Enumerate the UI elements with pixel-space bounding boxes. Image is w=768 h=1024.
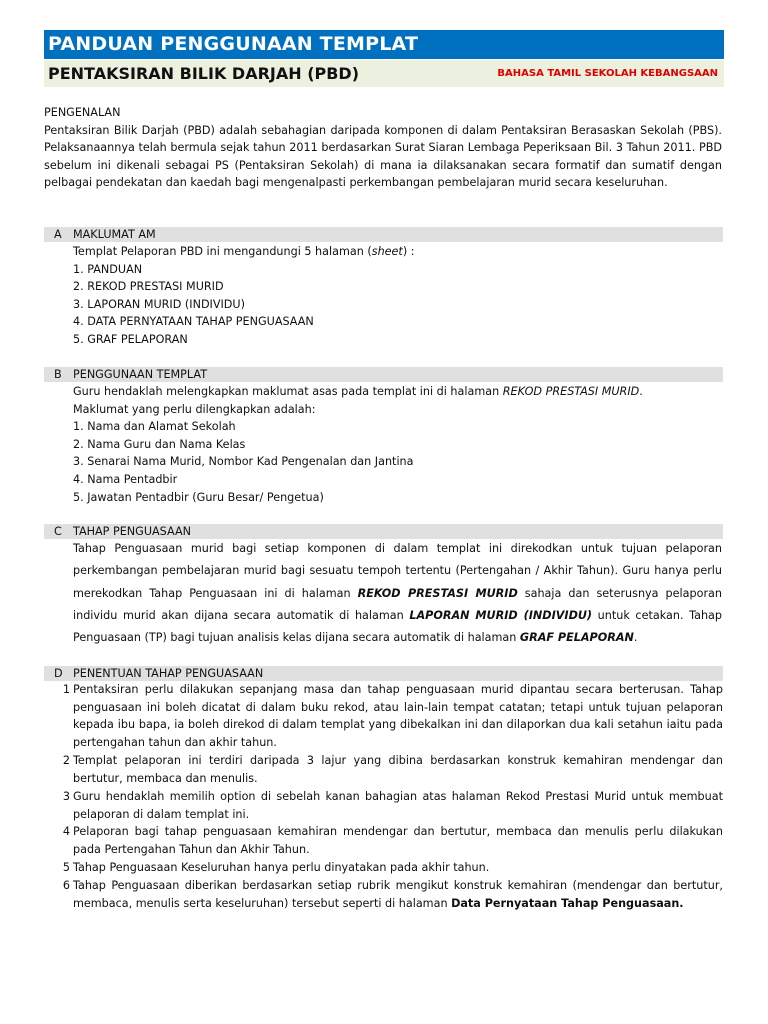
section-b-letter: B (54, 368, 62, 381)
list-item: 2. Nama Guru dan Nama Kelas (73, 437, 246, 451)
item-number: 3 (62, 790, 70, 803)
item-text: Pelaporan bagi tahap penguasaan kemahiran mendengar dan bertutur, membaca dan menulis perlu dilakukan pada Pertengahan Tahun dan Akhir Tahun. (73, 825, 723, 856)
subtitle-bar (44, 60, 724, 87)
section-b-body (73, 383, 723, 506)
list-item: 4. DATA PERNYATAAN TAHAP PENGUASAAN (73, 315, 314, 329)
item-text: Guru hendaklah memilih option di sebelah kanan bahagian atas halaman Rekod Prestasi Murid untuk membuat pelaporan di dalam templat ini. (73, 790, 723, 821)
list-item (44, 823, 723, 858)
section-a-letter: A (54, 228, 62, 241)
item-text: Templat pelaporan ini terdiri daripada 3 lajur yang dibina berdasarkan konstruk kemahiran mendengar dan bertutur, membaca dan menulis. (73, 754, 723, 785)
section-d-letter: D (54, 667, 63, 680)
list-item (44, 877, 723, 912)
section-c-title: TAHAP PENGUASAAN (73, 525, 191, 538)
list-item: 5. Jawatan Pentadbir (Guru Besar/ Pengetua) (73, 490, 324, 504)
subtitle: PENTAKSIRAN BILIK DARJAH (PBD) (48, 64, 360, 83)
list-item: 4. Nama Pentadbir (73, 472, 178, 486)
section-a-body (73, 243, 723, 349)
section-b-header (44, 367, 723, 382)
section-a-title: MAKLUMAT AM (73, 228, 156, 241)
list-item: 5. GRAF PELAPORAN (73, 332, 188, 346)
section-b-line2: Maklumat yang perlu dilengkapkan adalah: (73, 402, 316, 416)
item-number: 5 (62, 861, 70, 874)
intro-heading: PENGENALAN (44, 106, 121, 119)
list-item: 1. PANDUAN (73, 262, 143, 276)
item-text: Tahap Penguasaan Keseluruhan hanya perlu dinyatakan pada akhir tahun. (73, 861, 490, 874)
list-item (44, 788, 723, 823)
list-item (44, 859, 723, 877)
item-number: 6 (62, 879, 70, 892)
item-text: Tahap Penguasaan diberikan berdasarkan setiap rubrik mengikut konstruk kemahiran (mendengar dan bertutur, membaca, menulis serta keseluruhan) tersebut seperti di halaman Data Pernyataan Tahap Penguasaan. (73, 879, 723, 910)
section-a-intro: Templat Pelaporan PBD ini mengandungi 5 halaman (sheet) : (73, 245, 415, 258)
item-number: 2 (62, 754, 70, 767)
page-title: PANDUAN PENGGUNAAN TEMPLAT (44, 30, 724, 59)
list-item: 2. REKOD PRESTASI MURID (73, 280, 224, 294)
list-item: 1. Nama dan Alamat Sekolah (73, 420, 236, 434)
section-b-line1: Guru hendaklah melengkapkan maklumat asas pada templat ini di halaman REKOD PRESTASI MURID. (73, 385, 643, 398)
section-c-header (44, 524, 723, 539)
section-b-title: PENGGUNAAN TEMPLAT (73, 368, 208, 381)
section-c-letter: C (54, 525, 62, 538)
section-d-header (44, 666, 723, 681)
list-item (44, 752, 723, 787)
subject-label: BAHASA TAMIL SEKOLAH KEBANGSAAN (497, 68, 718, 79)
list-item (44, 681, 723, 751)
intro-section (44, 104, 722, 192)
item-number: 1 (62, 683, 70, 696)
section-c-paragraph: Tahap Penguasaan murid bagi setiap komponen di dalam templat ini direkodkan untuk tujuan pelaporan perkembangan pembelajaran murid bagi sesuatu tempoh tertentu (Pertengahan / Akhir Tahun). Guru hanya perlu merekodkan Tahap Penguasaan ini di halaman REKOD PRESTASI MURID sahaja dan seterusnya pelaporan individu murid akan dijana secara automatik di halaman LAPORAN MURID (INDIVIDU) untuk cetakan. Tahap Penguasaan (TP) bagi tujuan analisis kelas dijana secara automatik di halaman GRAF PELAPORAN. (73, 542, 722, 645)
item-text: Pentaksiran perlu dilakukan sepanjang masa dan tahap penguasaan murid dipantau secara berterusan. Tahap penguasaan ini boleh dicatat di dalam buku rekod, atau lain-lain tempat catatan; tetapi untuk tujuan pelaporan kepada ibu bapa, ia boleh direkod di dalam templat yang dibekalkan ini dan dilaporkan dua kali setahun iaitu pada pertengahan tahun dan akhir tahun. (73, 683, 723, 749)
item-number: 4 (62, 825, 70, 838)
list-item: 3. LAPORAN MURID (INDIVIDU) (73, 297, 245, 311)
section-a-header (44, 227, 723, 242)
section-d-title: PENENTUAN TAHAP PENGUASAAN (73, 667, 264, 680)
list-item: 3. Senarai Nama Murid, Nombor Kad Pengenalan dan Jantina (73, 455, 414, 469)
intro-text: Pentaksiran Bilik Darjah (PBD) adalah sebahagian daripada komponen di dalam Pentaksiran Berasaskan Sekolah (PBS). Pelaksanaannya telah bermula sejak tahun 2011 berdasarkan Surat Siaran Lembaga Peperiksaan Bil. 3 Tahun 2011. PBD sebelum ini dikenali sebagai PS (Pentaksiran Sekolah) di mana ia dilaksanakan secara formatif dan sumatif dengan pelbagai pendekatan dan kaedah bagi mengenalpasti perkembangan pembelajaran murid secara keseluruhan. (44, 123, 722, 190)
